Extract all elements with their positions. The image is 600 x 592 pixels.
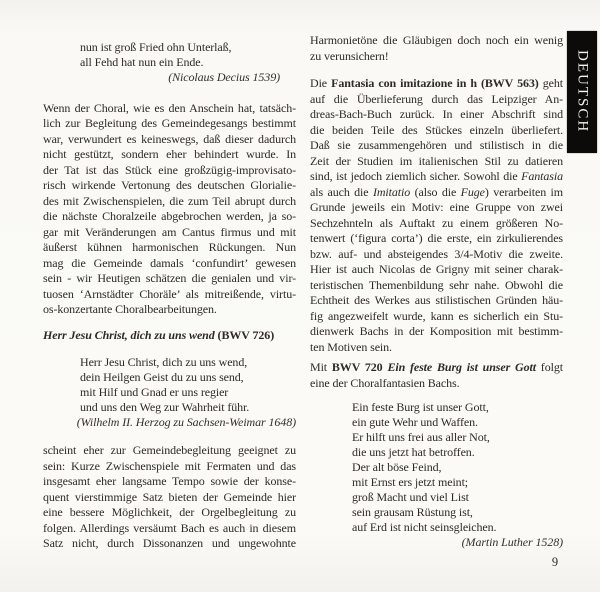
text-line: os-konzertante Choralbearbeitungen.: [43, 302, 217, 316]
text-line: eine der Choralfantasien Bachs.: [310, 375, 460, 390]
text-line: tuosen ‘Arnstädter Choräle’ als mitreißende, virtu-: [43, 286, 296, 301]
text-line: Er hilft uns frei aus aller Not,: [352, 430, 490, 444]
text-line: Herr Jesu Christ, dich zu uns wend,: [80, 354, 248, 369]
text-run: Ein feste Burg ist unser Gott: [387, 360, 536, 374]
text-line: zu verunsichern!: [310, 48, 389, 63]
text-line: des mit Zwischenspielen, die zum Teil abrupt durch: [43, 193, 296, 208]
text-line: dienwerk Bachs in der Komposition mit bestimm-: [310, 324, 563, 338]
verse-herr-jesu-christ: [43, 355, 296, 431]
text-line: teristischen Themenbildung sehr nahe. Obwohl die: [310, 277, 563, 292]
text-run: folgt: [535, 360, 563, 374]
text-line: all Fehd hat nun ein Ende.: [80, 55, 204, 69]
text-line: sein: Kurze Zwischenspiele mit Fermaten und das: [43, 458, 296, 473]
text-line: Hier ist auch Nicolas de Grigny mit seiner charak-: [310, 262, 563, 276]
text-line: und uns den Weg zur Wahrheit führ.: [80, 399, 250, 414]
text-line: der Tat ist das Stück eine großzügig-improvisato-: [43, 162, 296, 177]
text-line: fig angezweifelt wurde, kann es sicherlich ein Stu-: [310, 308, 563, 323]
text-line: auf die Überlieferung durch das Leipziger An-: [310, 91, 563, 106]
verse-decius-lines: [43, 40, 296, 70]
text-run: Imitatio: [372, 184, 411, 199]
text-run: Mit: [310, 360, 332, 374]
verse-decius: [43, 40, 296, 86]
text-line: [310, 360, 563, 376]
text-run: als auch die: [310, 184, 373, 199]
text-run: Fantasia: [521, 169, 563, 183]
text-line: dreas-Bach-Buch zurück. In einer Abschrift sind: [310, 107, 563, 121]
text-line: bzw. auf- und absteigendes 3/4-Motiv die zweite.: [310, 246, 563, 261]
text-run: sind, ist jedoch ziemlich sicher. Sowohl die: [310, 169, 522, 183]
text-line: gar mit Veränderungen am Cantus firmus und mit: [43, 224, 296, 239]
chorale-heading-bwv: (BWV 726): [214, 327, 275, 342]
verse-herr-jesu-christ-attribution: (Wilhelm II. Herzog zu Sachsen-Weimar 1648): [76, 414, 296, 429]
verse-decius-attribution: (Nicolaus Decius 1539): [168, 70, 280, 84]
text-line: die nächste Choralzeile abgebrochen werden, ja so-: [43, 209, 296, 223]
text-run: (also die: [410, 184, 461, 199]
text-line: Daß sie zusammengehören und stilistisch in die: [310, 138, 563, 152]
text-line: ein gute Wehr und Waffen.: [352, 415, 478, 429]
text-line: Der alt böse Feind,: [352, 460, 442, 474]
text-run: Fuge: [460, 184, 485, 199]
text-line: [310, 76, 563, 92]
text-run: geht: [538, 76, 563, 90]
language-tab-deutsch: [567, 31, 597, 153]
paragraph-fantasia-bwv563: [310, 76, 563, 355]
text-line: mit Hilf und Gnad er uns regier: [80, 384, 229, 399]
text-line: lich zur Begleitung des Gemeindegesangs bestimmt: [43, 116, 296, 130]
text-line: sein - wir Heutigen schätzen die genialen und vir-: [43, 271, 296, 285]
text-line: äußerst kühnen harmonischen Rückungen. Nun: [43, 240, 296, 254]
text-line: die uns jetzt hat betroffen.: [352, 445, 475, 459]
text-line: groß Macht und viel List: [352, 490, 469, 504]
text-run: Die: [310, 76, 332, 90]
verse-ein-feste-burg-lines: [310, 400, 563, 535]
text-line: dein Heilgen Geist du zu uns send,: [80, 369, 244, 384]
text-line: nicht gestützt, sondern eher behindert wurde. In: [43, 147, 296, 161]
text-line: tenwert (‘figura corta’) die erste, ein zirkulierendes: [310, 231, 563, 245]
text-line: Sechzehnteln als Auftakt zu einem größeren No-: [310, 215, 563, 230]
text-line: Zeit der Studien im italienischen Stil zu datieren: [310, 153, 563, 168]
text-line: [310, 169, 563, 185]
text-line: mag die Gemeinde damals ‘confundirt’ gewesen: [43, 255, 296, 270]
verse-ein-feste-burg-attribution: (Martin Luther 1528): [461, 535, 563, 549]
text-line: die beiden Teile des Stückes einzeln überliefert.: [310, 122, 563, 137]
paragraph-choral-commentary: [43, 101, 296, 318]
text-run: ) verarbeiten im: [484, 184, 564, 199]
verse-herr-jesu-christ-lines: [43, 355, 296, 415]
page-number: 9: [551, 555, 558, 569]
text-run: BWV 720: [331, 360, 383, 374]
text-line: mit Ernst ers jetzt meint;: [352, 475, 469, 489]
text-line: Harmonietöne die Gläubigen doch noch ein wenig: [310, 33, 563, 47]
left-column: [43, 40, 296, 552]
text-line: scheint eher zur Gemeindebegleitung geeignet zu: [43, 443, 296, 457]
paragraph-bwv720: [310, 360, 563, 391]
text-line: sein grausam Rüstung ist,: [352, 505, 473, 519]
text-line: auf Erd ist nicht seinsgleichen.: [352, 520, 497, 534]
text-line: Satz nicht, durch Dissonanzen und ungewohnte: [43, 536, 296, 550]
text-line: Ein feste Burg ist unser Gott,: [352, 400, 489, 414]
chorale-heading-title: Herr Jesu Christ, dich zu uns wend: [43, 327, 215, 342]
text-line: eine bessere Möglichkeit, der Orgelbegleitung zu: [43, 505, 296, 519]
text-line: [310, 185, 563, 201]
paragraph-harmonietoene: [310, 33, 563, 64]
text-line: Wenn der Choral, wie es den Anschein hat, tatsäch-: [43, 100, 296, 115]
paragraph-gemeindebegleitung: [43, 443, 296, 552]
text-line: Grunde jeweils ein Motiv: eine Gruppe von zwei: [310, 200, 563, 214]
text-line: folgen. Allerdings versäumt Bach es auch in diesem: [43, 520, 296, 535]
text-line: nun ist groß Fried ohn Unterlaß,: [80, 40, 232, 54]
text-line: Echtheit des Werkes aus stilistischen Gründen häu-: [310, 293, 563, 307]
text-run: Fantasia con imitazione in h (BWV 563): [331, 76, 539, 90]
language-tab-label: DEUTSCH: [574, 50, 591, 134]
text-line: quent vierstimmige Satz bieten der Gemeinde hier: [43, 489, 296, 504]
text-line: war, verwundert es keineswegs, daß dieser dadurch: [43, 131, 296, 146]
chorale-heading: [43, 327, 296, 343]
text-line: insgesamt eher langsame Tempo sowie der konse-: [43, 474, 296, 488]
text-line: risch wirkende Vertonung des deutschen Glorialie-: [43, 178, 296, 192]
verse-ein-feste-burg: [310, 400, 563, 551]
right-column: [310, 33, 563, 551]
text-line: ten Motiven sein.: [310, 339, 392, 354]
